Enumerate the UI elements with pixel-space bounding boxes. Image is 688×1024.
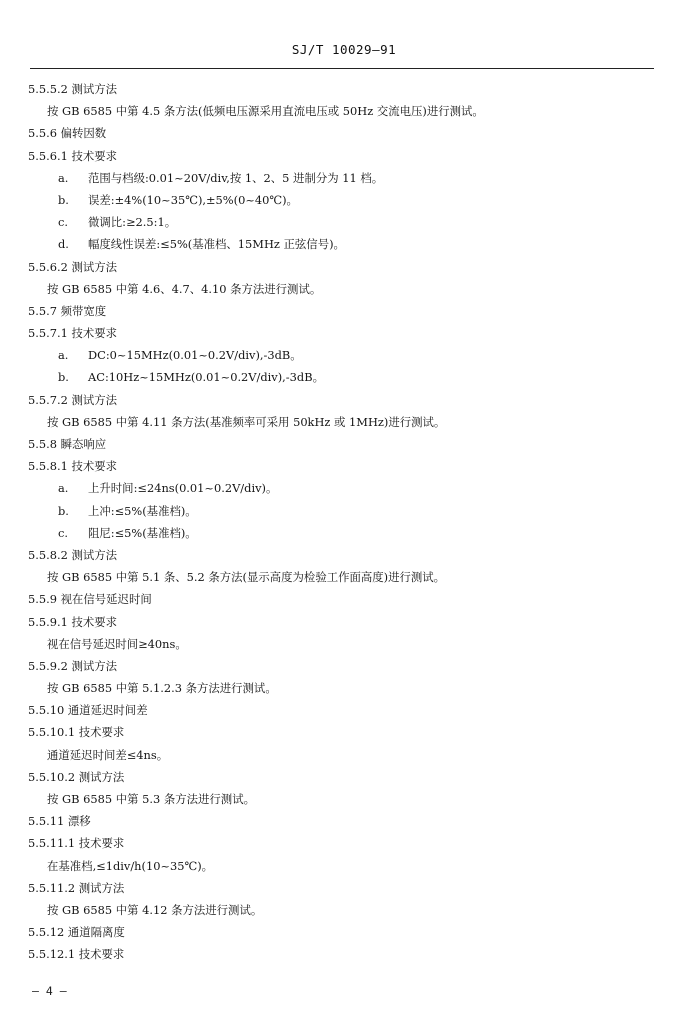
list-item bbox=[0, 189, 688, 211]
list-item bbox=[0, 522, 688, 544]
section-heading: 5.5.8.1 技术要求 bbox=[28, 459, 118, 474]
list-item-text: DC:0~15MHz(0.01~0.2V/div),-3dB。 bbox=[88, 348, 302, 363]
standard-number-header: SJ/T 10029—91 bbox=[291, 42, 397, 57]
paragraph: 按 GB 6585 中第 5.1 条、5.2 条方法(显示高度为检验工作面高度)进行测试。 bbox=[47, 570, 446, 585]
paragraph: 按 GB 6585 中第 5.3 条方法进行测试。 bbox=[47, 792, 255, 806]
section-heading: 5.5.11.2 测试方法 bbox=[28, 880, 125, 895]
paragraph: 按 GB 6585 中第 4.5 条方法(低频电压源采用直流电压或 50Hz 交流电压)进行测试。 bbox=[47, 104, 484, 119]
section-heading: 5.5.10.1 技术要求 bbox=[28, 725, 125, 740]
section-heading: 5.5.6 偏转因数 bbox=[28, 126, 107, 141]
list-item-text: 范围与档级:0.01~20V/div,按 1、2、5 进制分为 11 档。 bbox=[88, 170, 384, 185]
list-item bbox=[0, 167, 688, 189]
section-heading: 5.5.10.2 测试方法 bbox=[28, 769, 125, 784]
section-heading: 5.5.6.1 技术要求 bbox=[28, 148, 118, 163]
section-heading: 5.5.7.1 技术要求 bbox=[28, 326, 118, 341]
section-heading: 5.5.5.2 测试方法 bbox=[28, 82, 118, 96]
list-item-text: 幅度线性误差:≤5%(基准档、15MHz 正弦信号)。 bbox=[88, 237, 345, 252]
page-number: — 4 — bbox=[32, 984, 67, 998]
section-heading: 5.5.11.1 技术要求 bbox=[28, 836, 125, 851]
list-item-text: AC:10Hz~15MHz(0.01~0.2V/div),-3dB。 bbox=[88, 370, 324, 385]
paragraph: 通道延迟时间差≤4ns。 bbox=[47, 747, 169, 762]
list-item bbox=[0, 500, 688, 522]
paragraph: 在基准档,≤1div/h(10~35℃)。 bbox=[47, 858, 214, 873]
section-heading: 5.5.9.1 技术要求 bbox=[28, 614, 118, 629]
list-item bbox=[0, 344, 688, 366]
list-item-marker: b. bbox=[58, 192, 69, 207]
list-item bbox=[0, 211, 688, 233]
list-item-marker: b. bbox=[58, 503, 69, 518]
paragraph: 按 GB 6585 中第 5.1.2.3 条方法进行测试。 bbox=[47, 681, 277, 696]
section-heading: 5.5.9 视在信号延迟时间 bbox=[28, 592, 152, 607]
list-item-text: 阻尼:≤5%(基准档)。 bbox=[88, 525, 197, 540]
list-item bbox=[0, 366, 688, 388]
section-heading: 5.5.7 频带宽度 bbox=[28, 303, 107, 318]
section-heading: 5.5.11 漂移 bbox=[28, 814, 91, 829]
list-item-marker: d. bbox=[58, 237, 69, 252]
header-rule bbox=[30, 68, 654, 69]
section-heading: 5.5.8.2 测试方法 bbox=[28, 547, 118, 562]
section-heading: 5.5.10 通道延迟时间差 bbox=[28, 703, 148, 718]
list-item bbox=[0, 233, 688, 255]
list-item-text: 上冲:≤5%(基准档)。 bbox=[88, 503, 197, 518]
list-item-marker: a. bbox=[58, 481, 69, 496]
list-item-text: 上升时间:≤24ns(0.01~0.2V/div)。 bbox=[88, 481, 278, 496]
section-heading: 5.5.8 瞬态响应 bbox=[28, 437, 107, 451]
list-item-text: 误差:±4%(10~35℃),±5%(0~40℃)。 bbox=[88, 192, 298, 207]
list-item-text: 微调比:≥2.5:1。 bbox=[88, 215, 177, 230]
section-heading: 5.5.9.2 测试方法 bbox=[28, 658, 118, 673]
paragraph: 按 GB 6585 中第 4.12 条方法进行测试。 bbox=[47, 902, 263, 917]
section-heading: 5.5.6.2 测试方法 bbox=[28, 259, 118, 274]
list-item-marker: a. bbox=[58, 348, 69, 363]
list-item-marker: c. bbox=[58, 525, 69, 540]
list-item-marker: a. bbox=[58, 170, 69, 185]
document-body bbox=[0, 78, 688, 966]
section-heading: 5.5.12.1 技术要求 bbox=[28, 947, 125, 962]
list-item bbox=[0, 477, 688, 499]
paragraph: 按 GB 6585 中第 4.6、4.7、4.10 条方法进行测试。 bbox=[47, 281, 322, 296]
section-heading: 5.5.7.2 测试方法 bbox=[28, 392, 118, 407]
list-item-marker: b. bbox=[58, 370, 69, 385]
section-heading: 5.5.12 通道隔离度 bbox=[28, 925, 125, 940]
list-item-marker: c. bbox=[58, 215, 69, 230]
paragraph: 视在信号延迟时间≥40ns。 bbox=[47, 636, 187, 651]
paragraph: 按 GB 6585 中第 4.11 条方法(基准频率可采用 50kHz 或 1MHz)进行测试。 bbox=[47, 414, 446, 429]
